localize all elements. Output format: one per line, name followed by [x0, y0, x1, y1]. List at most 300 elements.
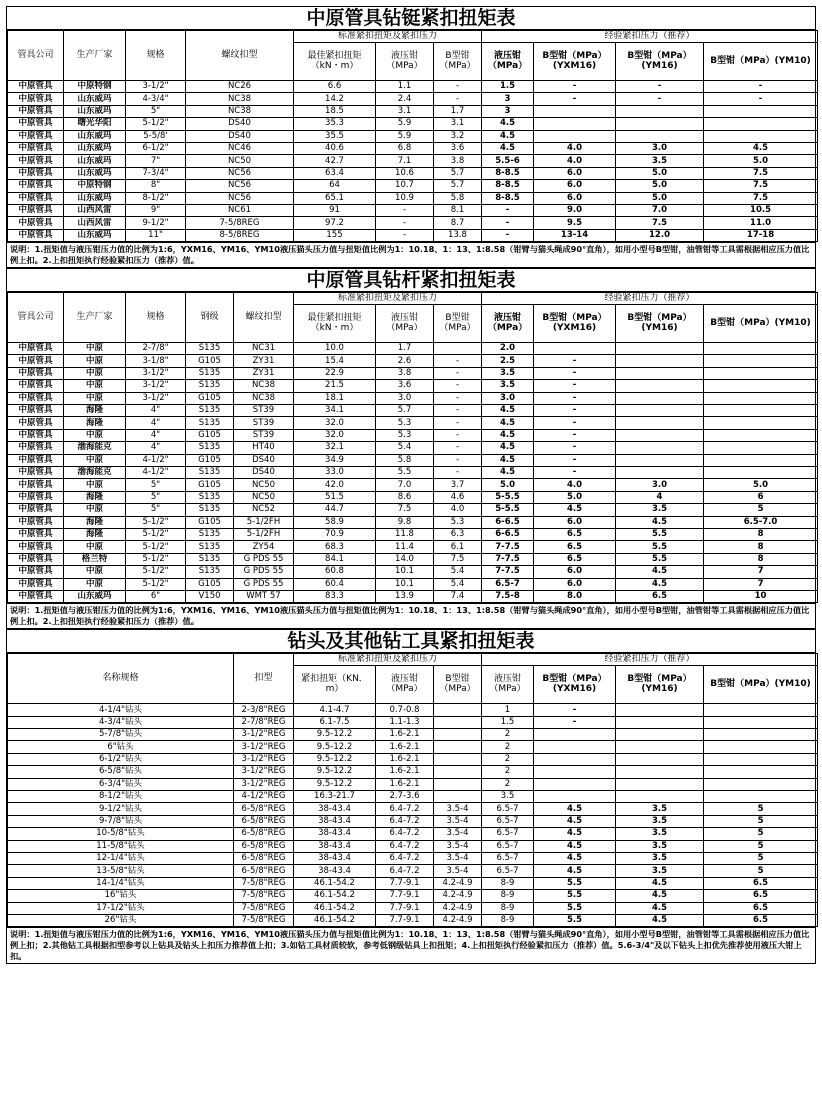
table-cell: 4 — [616, 491, 704, 503]
table-cell: 中原 — [64, 479, 126, 491]
table-cell — [616, 130, 704, 142]
table-cell: 7" — [126, 155, 186, 167]
table-cell: 9.5-12.2 — [294, 753, 376, 765]
table-cell: NC50 — [234, 491, 294, 503]
table-cell: 中原 — [64, 504, 126, 516]
table-cell: 3.5 — [482, 791, 534, 803]
table-row — [8, 142, 818, 154]
table-cell: 6.4-7.2 — [376, 852, 434, 864]
table-cell: 7-5/8REG — [186, 217, 294, 229]
table-cell: 4.2-4.9 — [434, 890, 482, 902]
table-cell: 4.0 — [534, 155, 616, 167]
table-cell: G105 — [186, 454, 234, 466]
table-cell — [704, 105, 818, 117]
table-cell: 5" — [126, 105, 186, 117]
table-cell: 中原管具 — [8, 454, 64, 466]
table-cell: 9-1/2"钻头 — [8, 803, 234, 815]
table-cell: 4.2-4.9 — [434, 877, 482, 889]
table-row — [8, 130, 818, 142]
table-cell — [434, 753, 482, 765]
table-row — [8, 803, 818, 815]
table-cell: 4-1/2" — [126, 466, 186, 478]
table-cell: 7-7.5 — [482, 541, 534, 553]
table-cell: 山东威玛 — [64, 105, 126, 117]
table-cell: 1.1 — [376, 81, 434, 93]
table-row — [8, 578, 818, 590]
table-row — [8, 766, 818, 778]
table-cell: - — [434, 81, 482, 93]
table-cell: 2.4 — [376, 93, 434, 105]
table-cell — [534, 729, 616, 741]
table-cell — [704, 704, 818, 716]
table-cell: NC61 — [186, 204, 294, 216]
drill-bit-title: 钻头及其他钻工具紧扣扭矩表 — [7, 630, 815, 653]
table-cell: 7.5 — [434, 553, 482, 565]
table-cell: 9.5-12.2 — [294, 778, 376, 790]
table-cell — [534, 105, 616, 117]
table-row — [8, 504, 818, 516]
table-cell: 46.1-54.2 — [294, 890, 376, 902]
table-cell: 6.5-7 — [482, 865, 534, 877]
table-cell: 5-1/2" — [126, 516, 186, 528]
table-cell: 中原 — [64, 392, 126, 404]
table-cell: 中原管具 — [8, 355, 64, 367]
table-cell: 5-1/2FH — [234, 516, 294, 528]
table-row — [8, 716, 818, 728]
table-row — [8, 791, 818, 803]
header-manufacturer: 生产厂家 — [64, 293, 126, 343]
table-cell: 3-1/2"REG — [234, 729, 294, 741]
table-cell: 4.5 — [482, 130, 534, 142]
table-cell: 8-1/2" — [126, 192, 186, 204]
table-cell: 5.0 — [616, 180, 704, 192]
table-cell — [704, 343, 818, 355]
table-cell: 1.6-2.1 — [376, 753, 434, 765]
table-cell: 2 — [482, 729, 534, 741]
table-cell: 5 — [704, 803, 818, 815]
table-cell: 155 — [294, 229, 376, 241]
table-cell: 1.1-1.3 — [376, 716, 434, 728]
table-cell: 2 — [482, 778, 534, 790]
table-row — [8, 729, 818, 741]
table-cell: G105 — [186, 479, 234, 491]
table-cell: 22.9 — [294, 367, 376, 379]
table-cell: 6.5 — [616, 590, 704, 602]
table-cell: NC38 — [186, 93, 294, 105]
table-cell — [616, 367, 704, 379]
table-cell: 8 — [704, 541, 818, 553]
table-cell: - — [534, 429, 616, 441]
table-cell: - — [482, 204, 534, 216]
table-cell: 14-1/4"钻头 — [8, 877, 234, 889]
table-cell: 6.5-7 — [482, 828, 534, 840]
table-cell: 5.9 — [376, 130, 434, 142]
table-cell: 4" — [126, 405, 186, 417]
table-cell: 中原管具 — [8, 204, 64, 216]
table-cell: 中原管具 — [8, 429, 64, 441]
table-cell: 32.0 — [294, 429, 376, 441]
table-cell — [704, 367, 818, 379]
table-cell: 8.7 — [434, 217, 482, 229]
table-cell: 7-7.5 — [482, 553, 534, 565]
table-cell: 5.5 — [534, 877, 616, 889]
table-cell: 5.7 — [434, 180, 482, 192]
table-cell: 3.5-4 — [434, 815, 482, 827]
table-cell: 17-1/2"钻头 — [8, 902, 234, 914]
table-cell: 3.5 — [482, 367, 534, 379]
table-cell: 15.4 — [294, 355, 376, 367]
table-cell: - — [376, 217, 434, 229]
header-company: 管具公司 — [8, 31, 64, 81]
table-cell — [704, 791, 818, 803]
table-cell: 21.5 — [294, 380, 376, 392]
table-cell: 4.5 — [534, 504, 616, 516]
table-cell: 8-8.5 — [482, 180, 534, 192]
table-cell: 5-1/2" — [126, 566, 186, 578]
table-cell: 5-1/2" — [126, 553, 186, 565]
table-cell: 5 — [704, 865, 818, 877]
table-cell: 5.3 — [376, 417, 434, 429]
table-cell: 4.5 — [534, 840, 616, 852]
table-cell: 4.5 — [534, 852, 616, 864]
table-cell: - — [434, 442, 482, 454]
table-cell: 4.5 — [534, 815, 616, 827]
table-cell: G PDS 55 — [234, 553, 294, 565]
table-cell: 8-9 — [482, 902, 534, 914]
table-cell: 中原管具 — [8, 442, 64, 454]
header-torque: 紧扣扭矩（KN．m） — [294, 666, 376, 704]
drill-collar-table — [7, 30, 818, 242]
table-cell: 68.3 — [294, 541, 376, 553]
table-cell: 5 — [704, 815, 818, 827]
table-cell: 10.7 — [376, 180, 434, 192]
table-cell: 海隆 — [64, 491, 126, 503]
table-cell: 中原管具 — [8, 553, 64, 565]
table-cell: - — [534, 704, 616, 716]
table-cell: 9.5-12.2 — [294, 741, 376, 753]
table-cell: 5.5-6 — [482, 155, 534, 167]
table-cell: 8-9 — [482, 877, 534, 889]
table-cell: 5.5 — [534, 914, 616, 926]
table-cell: NC56 — [186, 192, 294, 204]
header-exp-b-ym16: B型钳（MPa）(YM16) — [616, 305, 704, 343]
table-cell: 海隆 — [64, 417, 126, 429]
table-cell: 6-3/4"钻头 — [8, 778, 234, 790]
table-cell: 1.5 — [482, 716, 534, 728]
table-cell: 1.7 — [376, 343, 434, 355]
table-cell — [704, 442, 818, 454]
table-cell: 12.0 — [616, 229, 704, 241]
table-cell: 3.5-4 — [434, 852, 482, 864]
table-cell: 中原管具 — [8, 155, 64, 167]
table-cell: DS40 — [234, 466, 294, 478]
table-cell: 2.6 — [376, 355, 434, 367]
table-cell: 2 — [482, 741, 534, 753]
table-cell: 6.6 — [294, 81, 376, 93]
table-cell: 海隆 — [64, 405, 126, 417]
table-cell: 曙光华阳 — [64, 118, 126, 130]
header-exp-hydraulic-tong: 液压钳（MPa） — [482, 43, 534, 81]
table-cell: 3.5-4 — [434, 840, 482, 852]
table-cell: 3.5 — [482, 380, 534, 392]
table-cell: - — [482, 217, 534, 229]
table-cell: S135 — [186, 528, 234, 540]
table-cell: 7-7.5 — [482, 566, 534, 578]
table-cell: 中原管具 — [8, 229, 64, 241]
table-cell: 4-3/4" — [126, 93, 186, 105]
table-cell — [434, 778, 482, 790]
table-cell: 4.5 — [534, 865, 616, 877]
table-row — [8, 118, 818, 130]
table-cell: - — [534, 380, 616, 392]
table-cell: 10.1 — [376, 578, 434, 590]
table-cell — [704, 778, 818, 790]
header-torque: 最佳紧扣扭矩（kN・m） — [294, 305, 376, 343]
table-row — [8, 93, 818, 105]
table-cell: 中原管具 — [8, 491, 64, 503]
table-cell: 9" — [126, 204, 186, 216]
table-cell: 1.6-2.1 — [376, 778, 434, 790]
drill-pipe-table — [7, 292, 818, 603]
drill-bit-table — [7, 653, 818, 927]
table-cell: - — [434, 367, 482, 379]
table-cell: 2-7/8" — [126, 343, 186, 355]
table-cell: 5-1/2" — [126, 541, 186, 553]
table-cell: 13.8 — [434, 229, 482, 241]
table-cell: 8-9 — [482, 890, 534, 902]
table-cell: 5.0 — [616, 192, 704, 204]
table-cell: 10.1 — [376, 566, 434, 578]
table-cell: 山东威玛 — [64, 229, 126, 241]
table-cell: 9.0 — [534, 204, 616, 216]
table-cell: 7.5 — [704, 167, 818, 179]
table-cell: 8-5/8REG — [186, 229, 294, 241]
table-cell: 34.9 — [294, 454, 376, 466]
table-cell: 3.0 — [482, 392, 534, 404]
table-cell: - — [534, 442, 616, 454]
header-grade: 钢级 — [186, 293, 234, 343]
drill-bit-section — [7, 630, 815, 963]
table-row — [8, 466, 818, 478]
table-cell: S135 — [186, 491, 234, 503]
table-row — [8, 741, 818, 753]
table-cell: 12-1/4"钻头 — [8, 852, 234, 864]
table-cell: 6-5/8"REG — [234, 865, 294, 877]
table-cell: 3.5-4 — [434, 865, 482, 877]
table-cell: 7.5 — [616, 217, 704, 229]
table-cell: 2-3/8"REG — [234, 704, 294, 716]
table-cell: 6-5/8"REG — [234, 840, 294, 852]
table-row — [8, 491, 818, 503]
table-cell: 18.1 — [294, 392, 376, 404]
table-cell: 5" — [126, 479, 186, 491]
table-cell: 9.8 — [376, 516, 434, 528]
table-cell: 33.0 — [294, 466, 376, 478]
table-cell: 38-43.4 — [294, 852, 376, 864]
table-cell: 38-43.4 — [294, 865, 376, 877]
table-cell: G PDS 55 — [234, 578, 294, 590]
table-cell: 42.0 — [294, 479, 376, 491]
table-cell: 9-1/2" — [126, 217, 186, 229]
table-cell — [616, 716, 704, 728]
table-cell: 11.8 — [376, 528, 434, 540]
table-cell: 4.1-4.7 — [294, 704, 376, 716]
table-cell: 3-1/2" — [126, 380, 186, 392]
table-cell: 51.5 — [294, 491, 376, 503]
table-cell: 6.5 — [704, 890, 818, 902]
table-cell: 5 — [704, 840, 818, 852]
table-cell: 38-43.4 — [294, 840, 376, 852]
header-exp-hydraulic-tong: 液压钳（MPa） — [482, 305, 534, 343]
header-exp-b-ym10: B型钳（MPa）(YM10) — [704, 666, 818, 704]
table-cell: 4.0 — [434, 504, 482, 516]
table-cell: 4.5 — [616, 902, 704, 914]
table-cell: 26"钻头 — [8, 914, 234, 926]
table-row — [8, 442, 818, 454]
table-cell: 海隆 — [64, 516, 126, 528]
table-cell — [616, 766, 704, 778]
table-cell — [434, 741, 482, 753]
table-cell: 中原 — [64, 380, 126, 392]
table-cell: 0.7-0.8 — [376, 704, 434, 716]
header-b-tong: B型钳（MPa） — [434, 305, 482, 343]
table-row — [8, 541, 818, 553]
table-cell: WMT 57 — [234, 590, 294, 602]
table-cell: 7-5/8"REG — [234, 877, 294, 889]
table-cell: 4.5 — [482, 442, 534, 454]
table-cell: 5-5.5 — [482, 491, 534, 503]
table-cell: 3.1 — [376, 105, 434, 117]
table-cell: - — [434, 392, 482, 404]
table-cell: 渤海能克 — [64, 466, 126, 478]
table-cell: - — [534, 93, 616, 105]
table-cell: - — [534, 367, 616, 379]
table-cell: ZY54 — [234, 541, 294, 553]
table-cell: 5.0 — [704, 479, 818, 491]
table-cell: 8-9 — [482, 914, 534, 926]
table-cell: 4.5 — [482, 118, 534, 130]
table-cell: 3-1/2" — [126, 367, 186, 379]
table-cell — [534, 791, 616, 803]
table-cell: 中原管具 — [8, 417, 64, 429]
table-cell: 5-1/2" — [126, 578, 186, 590]
drill-collar-note: 说明：1.扭矩值与液压钳压力值的比例为1:6，YXM16、YM16、YM10液压猫头压力值与扭矩值比例为1：10.18、1：13、1:8.58（钳臂与猫头绳成90°直角），如用小型号B型钳，油管钳等工具需根据相应压力值比例上扣。2.上扣扭矩执行经验紧扣压力（推荐）值。 — [7, 242, 815, 268]
table-row — [8, 81, 818, 93]
table-cell: 64 — [294, 180, 376, 192]
table-cell: 5-1/2" — [126, 118, 186, 130]
table-cell — [704, 454, 818, 466]
table-cell: 中原管具 — [8, 504, 64, 516]
table-cell: 中原管具 — [8, 180, 64, 192]
table-cell — [704, 392, 818, 404]
table-cell: S135 — [186, 343, 234, 355]
table-cell: 5.0 — [482, 479, 534, 491]
table-cell: - — [534, 454, 616, 466]
table-cell: 5.8 — [434, 192, 482, 204]
table-cell: S135 — [186, 541, 234, 553]
table-cell: 5-1/2FH — [234, 528, 294, 540]
table-cell: 6.4-7.2 — [376, 815, 434, 827]
table-row — [8, 877, 818, 889]
table-cell: 91 — [294, 204, 376, 216]
table-cell: 中原管具 — [8, 392, 64, 404]
header-b-tong: B型钳（MPa） — [434, 666, 482, 704]
table-cell: 7.5 — [704, 180, 818, 192]
table-cell: 34.1 — [294, 405, 376, 417]
header-exp-b-yxm16: B型钳（MPa）(YXM16) — [534, 43, 616, 81]
table-cell — [616, 704, 704, 716]
table-cell: 13.9 — [376, 590, 434, 602]
table-cell: 2.7-3.6 — [376, 791, 434, 803]
table-cell: 3.5-4 — [434, 803, 482, 815]
table-cell: 6.0 — [534, 578, 616, 590]
table-cell: 6.5-7 — [482, 578, 534, 590]
table-cell: - — [534, 466, 616, 478]
table-cell: 40.6 — [294, 142, 376, 154]
table-row — [8, 405, 818, 417]
table-cell — [434, 716, 482, 728]
table-cell: 2-7/8"REG — [234, 716, 294, 728]
table-cell: 中原 — [64, 355, 126, 367]
table-cell: 8" — [126, 180, 186, 192]
table-cell: 3 — [482, 93, 534, 105]
table-cell: - — [482, 229, 534, 241]
table-cell: G105 — [186, 392, 234, 404]
header-exp-b-ym10: B型钳（MPa）(YM10) — [704, 305, 818, 343]
table-cell: 13-14 — [534, 229, 616, 241]
table-cell: 6-6.5 — [482, 516, 534, 528]
table-cell: 6-5/8"钻头 — [8, 766, 234, 778]
table-cell: 7.0 — [616, 204, 704, 216]
header-b-tong: B型钳（MPa） — [434, 43, 482, 81]
table-cell — [616, 355, 704, 367]
table-cell: 中原管具 — [8, 590, 64, 602]
table-cell: 84.1 — [294, 553, 376, 565]
table-cell: NC50 — [186, 155, 294, 167]
table-cell: 1.6-2.1 — [376, 729, 434, 741]
table-cell — [616, 343, 704, 355]
table-cell: - — [534, 417, 616, 429]
table-cell: 3.5 — [616, 828, 704, 840]
table-cell: 7.4 — [434, 590, 482, 602]
table-row — [8, 217, 818, 229]
table-cell: G105 — [186, 429, 234, 441]
table-cell: 5.7 — [434, 167, 482, 179]
table-cell: 6.5-7.0 — [704, 516, 818, 528]
table-cell: 42.7 — [294, 155, 376, 167]
table-cell: 10-5/8"钻头 — [8, 828, 234, 840]
drill-collar-title: 中原管具钻铤紧扣扭矩表 — [7, 7, 815, 30]
table-cell: - — [534, 716, 616, 728]
table-row — [8, 380, 818, 392]
table-cell: NC50 — [234, 479, 294, 491]
table-cell: 5.8 — [376, 454, 434, 466]
table-cell: 5 — [704, 852, 818, 864]
table-cell: 10.0 — [294, 343, 376, 355]
table-cell: 4.5 — [482, 417, 534, 429]
table-cell: 3.5 — [616, 852, 704, 864]
table-cell: DS40 — [234, 454, 294, 466]
table-cell: S135 — [186, 405, 234, 417]
table-cell: 4.5 — [482, 466, 534, 478]
table-cell: 6.0 — [534, 167, 616, 179]
table-cell: - — [434, 93, 482, 105]
drill-collar-rows — [8, 81, 818, 242]
table-cell: - — [434, 417, 482, 429]
table-cell: 9.5-12.2 — [294, 729, 376, 741]
group-experience: 经验紧扣压力（推荐） — [482, 293, 818, 305]
table-cell: 6.5 — [534, 553, 616, 565]
